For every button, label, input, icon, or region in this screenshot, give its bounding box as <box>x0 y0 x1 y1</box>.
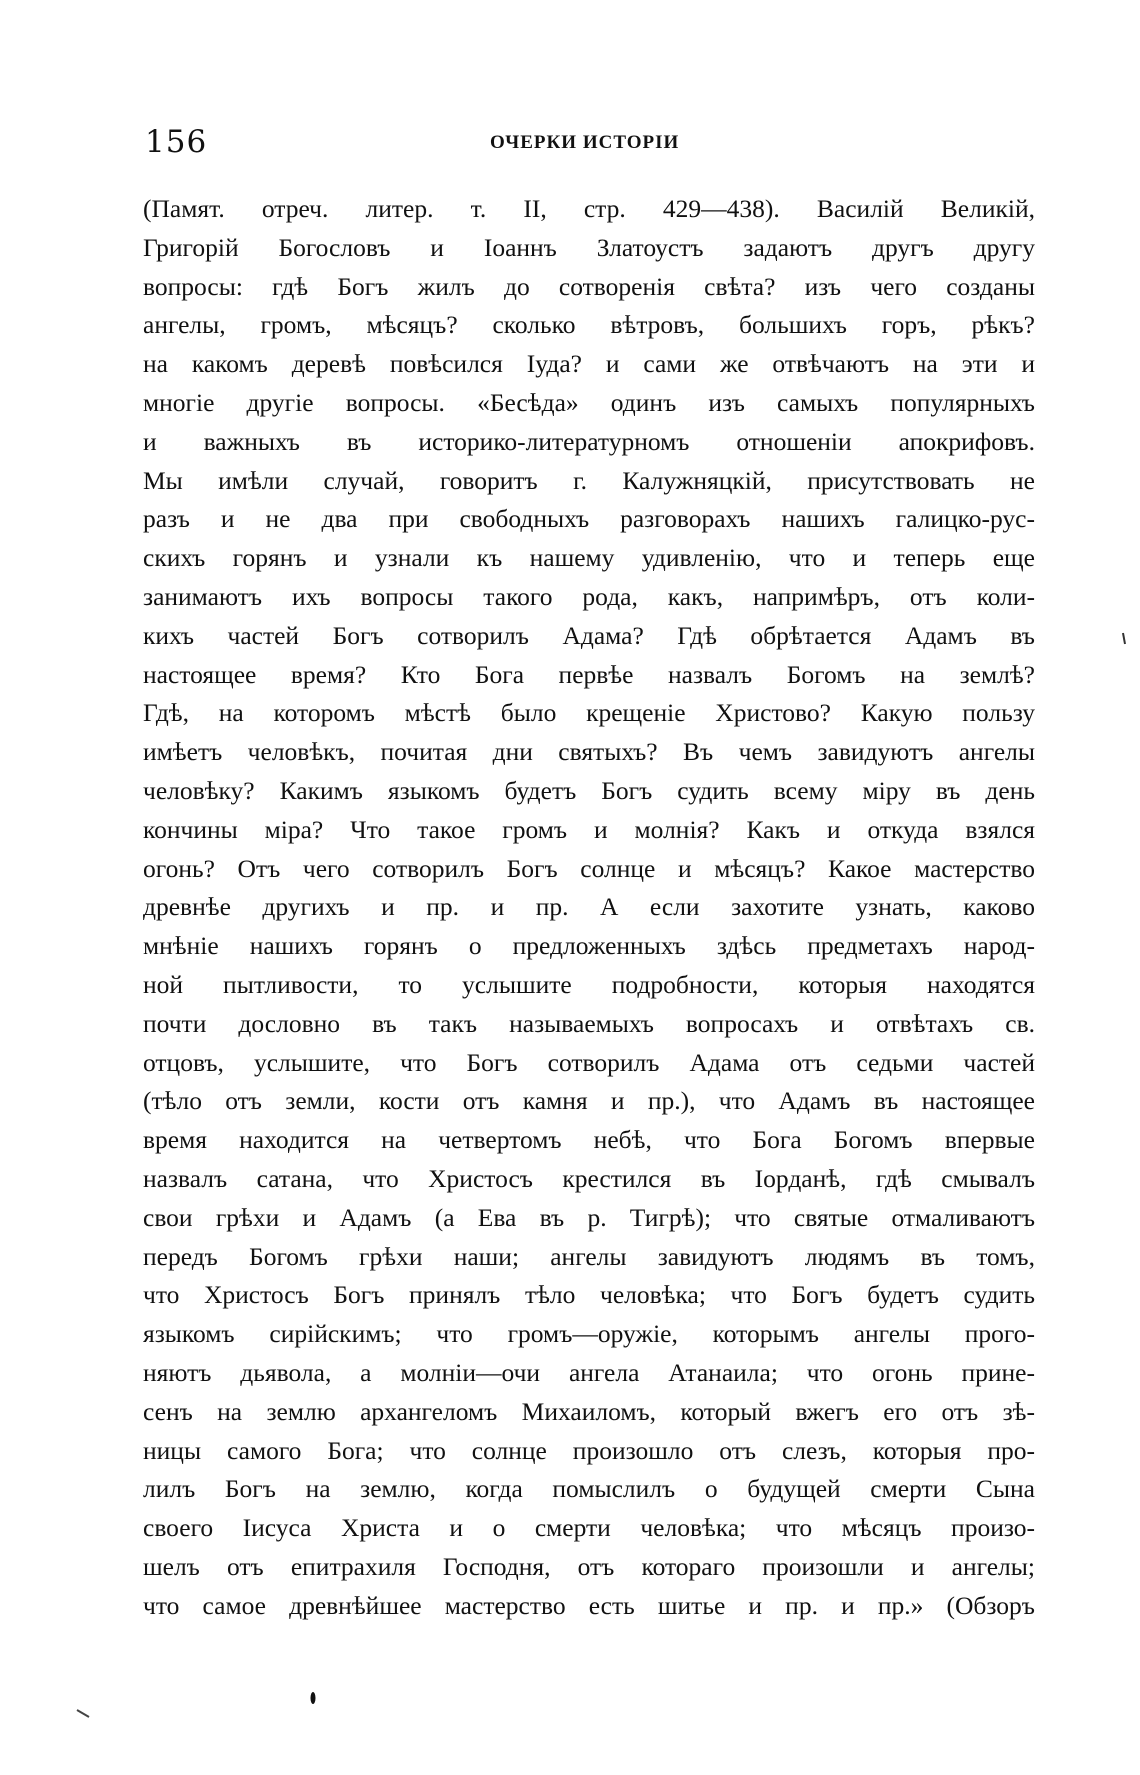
text-line: сенъ на землю архангеломъ Михаиломъ, который вжегъ его отъ зѣ- <box>143 1396 1035 1426</box>
text-line: что Христосъ Богъ принялъ тѣло человѣка; что Богъ будетъ судить <box>143 1280 1035 1310</box>
text-line: няютъ дьявола, а молніи—очи ангела Атанаила; что огонь прине- <box>143 1357 1035 1387</box>
text-line: назвалъ сатана, что Христосъ крестился въ Іорданѣ, гдѣ смывалъ <box>143 1163 1035 1193</box>
text-line: мнѣніе нашихъ горянъ о предложенныхъ здѣсь предметахъ народ- <box>143 931 1035 961</box>
text-line: Мы имѣли случай, говоритъ г. Калужняцкій, присутствовать не <box>143 465 1035 495</box>
page-number: 156 <box>145 124 208 160</box>
text-line: на какомъ деревѣ повѣсился Іуда? и сами же отвѣчаютъ на эти и <box>143 349 1035 379</box>
page-header <box>145 122 1035 162</box>
margin-speck-mark <box>1120 632 1128 646</box>
text-line: Гдѣ, на которомъ мѣстѣ было крещеніе Христово? Какую пользу <box>143 698 1035 728</box>
text-line: разъ и не два при свободныхъ разговорахъ нашихъ галицко-рус- <box>143 504 1035 534</box>
body-text <box>143 190 1035 1625</box>
text-line: кихъ частей Богъ сотворилъ Адама? Гдѣ обрѣтается Адамъ въ <box>143 620 1035 650</box>
text-line: кончины міра? Что такое громъ и молнія? Какъ и откуда взялся <box>143 814 1035 844</box>
text-line: скихъ горянъ и узнали къ нашему удивленію, что и теперь еще <box>143 543 1035 573</box>
text-line: (Памят. отреч. литер. т. II, стр. 429—438). Василій Великій, <box>143 194 1035 223</box>
corner-speck-mark <box>76 1708 92 1720</box>
text-line: передъ Богомъ грѣхи наши; ангелы завидуютъ людямъ въ томъ, <box>143 1241 1035 1271</box>
text-line: шелъ отъ епитрахиля Господня, отъ котораго произошли и ангелы; <box>143 1551 1035 1581</box>
text-line: многіе другіе вопросы. «Бесѣда» одинъ изъ самыхъ популярныхъ <box>143 387 1035 417</box>
text-line: занимаютъ ихъ вопросы такого рода, какъ, напримѣръ, отъ коли- <box>143 581 1035 611</box>
ink-speck-mark <box>307 1690 319 1706</box>
text-line: своего Іисуса Христа и о смерти человѣка; что мѣсяцъ произо- <box>143 1513 1035 1543</box>
text-line: имѣетъ человѣкъ, почитая дни святыхъ? Въ чемъ завидуютъ ангелы <box>143 737 1035 767</box>
text-line: время находится на четвертомъ небѣ, что Бога Богомъ впервые <box>143 1125 1035 1155</box>
text-line: вопросы: гдѣ Богъ жилъ до сотворенія свѣта? изъ чего созданы <box>143 271 1035 301</box>
text-line: древнѣе другихъ и пр. и пр. А если захотите узнать, каково <box>143 892 1035 922</box>
text-line: что самое древнѣйшее мастерство есть шитье и пр. и пр.» (Обзоръ <box>143 1590 1035 1620</box>
text-line: настоящее время? Кто Бога первѣе назвалъ Богомъ на землѣ? <box>143 659 1035 689</box>
text-line: и важныхъ въ историко-литературномъ отношеніи апокрифовъ. <box>143 426 1035 456</box>
text-line: лилъ Богъ на землю, когда помыслилъ о будущей смерти Сына <box>143 1474 1035 1504</box>
text-line: отцовъ, услышите, что Богъ сотворилъ Адама отъ седьми частей <box>143 1047 1035 1077</box>
text-line: почти дословно въ такъ называемыхъ вопросахъ и отвѣтахъ св. <box>143 1008 1035 1038</box>
running-head: ОЧЕРКИ ИСТОРІИ <box>490 132 680 153</box>
text-line: Григорій Богословъ и Іоаннъ Златоустъ задаютъ другъ другу <box>143 232 1035 262</box>
text-line: ной пытливости, то услышите подробности, которыя находятся <box>143 969 1035 999</box>
text-line: ангелы, громъ, мѣсяцъ? сколько вѣтровъ, большихъ горъ, рѣкъ? <box>143 310 1035 340</box>
text-line: человѣку? Какимъ языкомъ будетъ Богъ судить всему міру въ день <box>143 775 1035 805</box>
text-line: огонь? Отъ чего сотворилъ Богъ солнце и мѣсяцъ? Какое мастерство <box>143 853 1035 883</box>
text-line: (тѣло отъ земли, кости отъ камня и пр.), что Адамъ въ настоящее <box>143 1086 1035 1116</box>
text-line: свои грѣхи и Адамъ (а Ева въ р. Тигрѣ); что святые отмаливаютъ <box>143 1202 1035 1232</box>
text-line: языкомъ сирійскимъ; что громъ—оружіе, которымъ ангелы прого- <box>143 1319 1035 1349</box>
text-line: ницы самого Бога; что солнце произошло отъ слезъ, которыя про- <box>143 1435 1035 1465</box>
